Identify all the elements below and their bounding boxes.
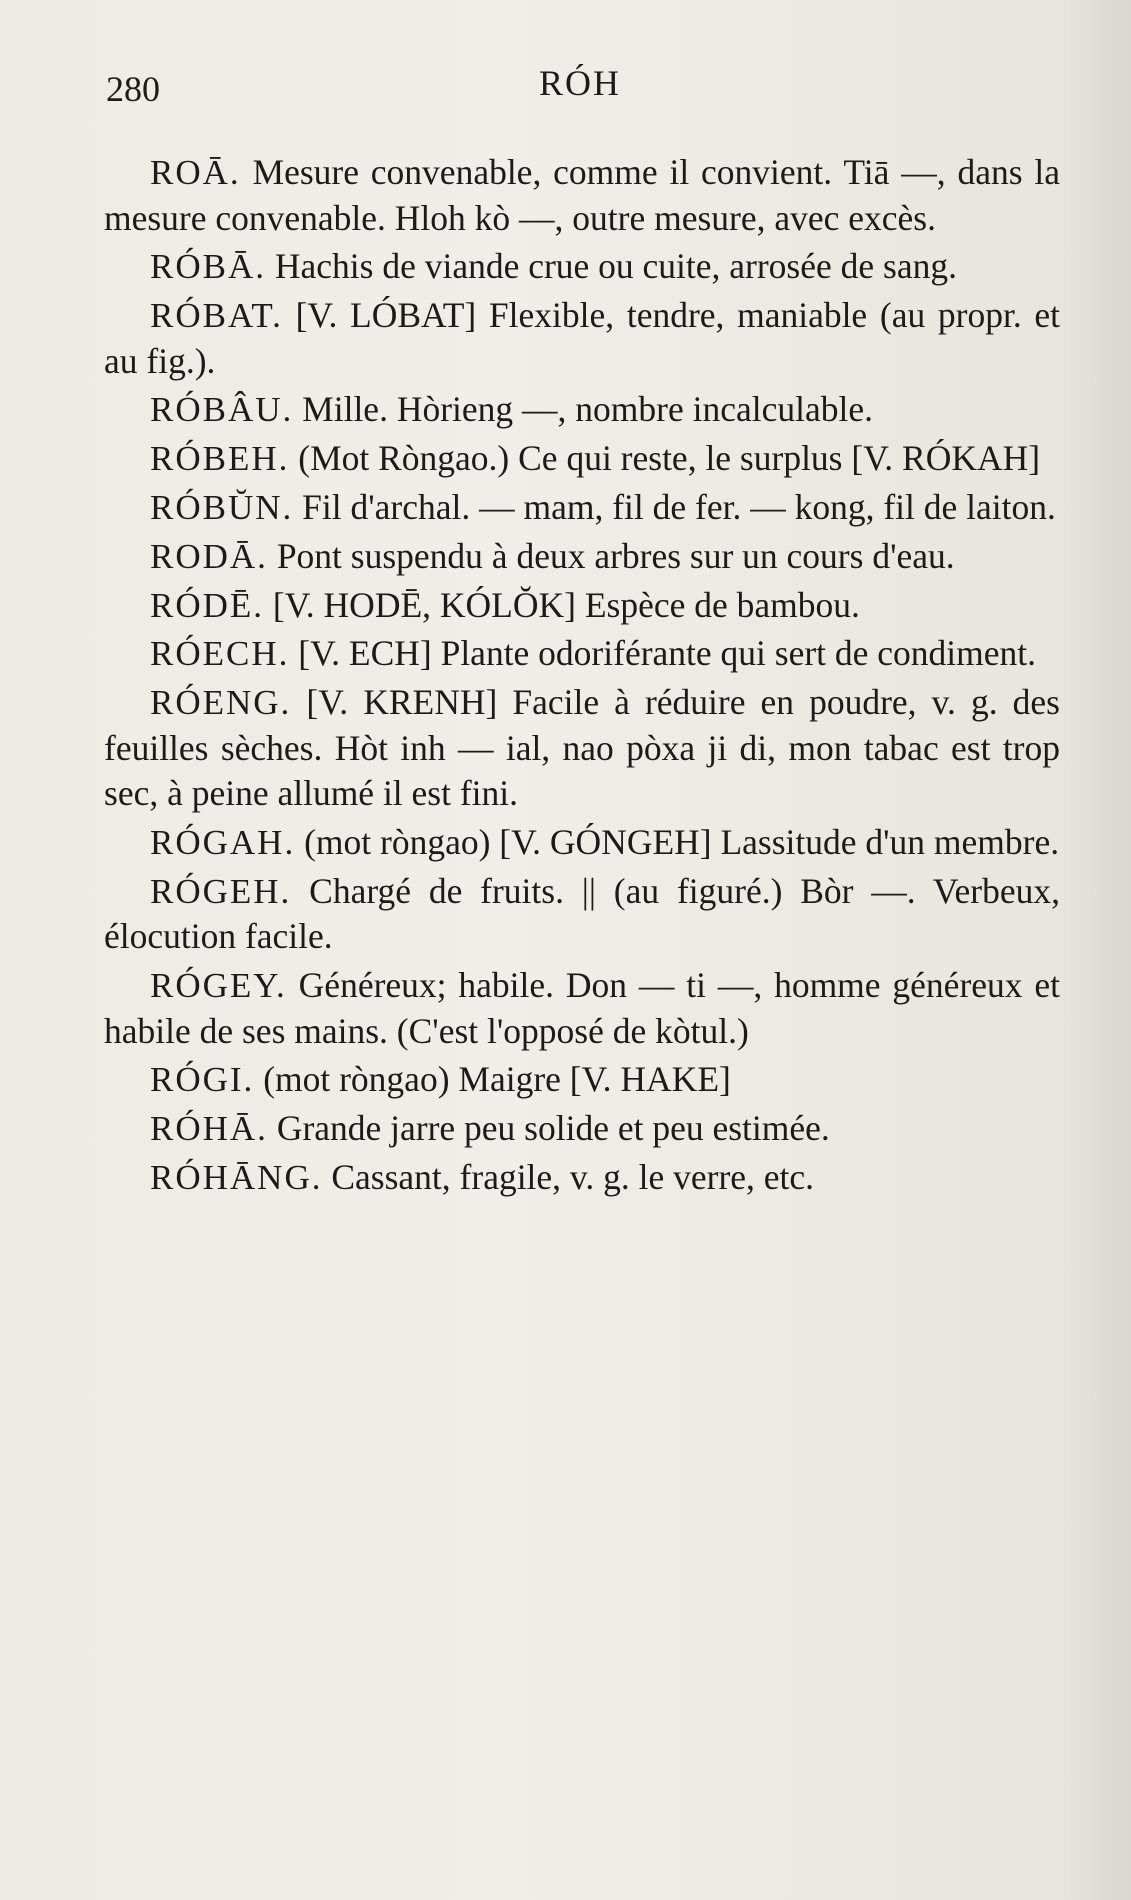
dictionary-entry: [104, 293, 1060, 384]
entry-headword: RÓBÂU.: [150, 390, 294, 430]
entry-definition: Généreux; habile. Don — ti —, homme généreux et habile de ses mains. (C'est l'opposé de kòtul.): [104, 965, 1061, 1051]
entry-headword: RÓGEY.: [150, 966, 287, 1006]
entry-definition: (mot ròngao) Maigre [V. HAKE]: [263, 1059, 731, 1100]
entry-definition: Grande jarre peu solide et peu estimée.: [276, 1108, 830, 1149]
dictionary-entry: [104, 150, 1060, 241]
entry-headword: RÓECH.: [150, 634, 290, 674]
dictionary-entry: [104, 820, 1060, 866]
entry-definition: (mot ròngao) [V. GÓNGEH] Lassitude d'un membre.: [304, 821, 1060, 862]
running-head: RÓH: [538, 63, 621, 103]
dictionary-entry: [104, 583, 1060, 629]
dictionary-entry: [104, 436, 1060, 482]
dictionary-entry: [104, 1057, 1060, 1103]
dictionary-entry: [104, 1155, 1060, 1201]
entry-definition: Chargé de fruits. || (au figuré.) Bòr —. Verbeux, élocution facile.: [104, 870, 1061, 957]
entry-headword: RÓGAH.: [150, 822, 296, 862]
entry-headword: RODĀ.: [150, 536, 268, 576]
entry-headword: RÓGI.: [150, 1060, 255, 1100]
entry-headword: RÓHĀ.: [150, 1109, 268, 1149]
dictionary-entry: [104, 387, 1060, 433]
dictionary-entry: [104, 534, 1060, 580]
entry-definition: [V. ECH] Plante odoriférante qui sert de condiment.: [298, 633, 1037, 674]
dictionary-entries: [104, 150, 1060, 1204]
page-header: [100, 60, 1060, 110]
page-edge-shadow: [1061, 0, 1131, 1900]
dictionary-entry: [104, 869, 1060, 960]
entry-definition: [V. HODĒ, KÓLŎK] Espèce de bambou.: [272, 584, 860, 625]
entry-headword: RÓDĒ.: [150, 585, 265, 625]
entry-definition: Mesure convenable, comme il convient. Tiā —, dans la mesure convenable. Hloh kò —, outre mesure, avec excès.: [104, 152, 1060, 238]
entry-headword: RÓBAT.: [150, 296, 283, 336]
entry-definition: Mille. Hòrieng —, nombre incalculable.: [302, 389, 873, 430]
entry-headword: RÓBŬN.: [150, 487, 294, 527]
entry-headword: ROĀ.: [150, 153, 241, 192]
dictionary-entry: [104, 631, 1060, 677]
entry-headword: RÓENG.: [150, 683, 292, 723]
entry-definition: Hachis de viande crue ou cuite, arrosée de sang.: [274, 246, 957, 287]
entry-headword: RÓGEH.: [150, 871, 292, 911]
dictionary-entry: [104, 963, 1060, 1054]
entry-definition: Pont suspendu à deux arbres sur un cours d'eau.: [276, 535, 955, 576]
entry-definition: [V. LÓBAT] Flexible, tendre, maniable (au propr. et au fig.).: [104, 295, 1060, 381]
entry-definition: (Mot Ròngao.) Ce qui reste, le surplus [V. RÓKAH]: [298, 438, 1041, 479]
dictionary-entry: [104, 1106, 1060, 1152]
entry-definition: Cassant, fragile, v. g. le verre, etc.: [331, 1156, 815, 1197]
entry-definition: [V. KRENH] Facile à réduire en poudre, v. g. des feuilles sèches. Hòt inh — ial, nao pòxa ji di, mon tabac est trop sec, à peine allumé il est fini.: [104, 682, 1060, 814]
entry-headword: RÓBEH.: [150, 439, 290, 479]
dictionary-entry: [104, 244, 1060, 290]
entry-headword: RÓHĀNG.: [150, 1157, 323, 1197]
dictionary-entry: [104, 485, 1060, 531]
page-number: 280: [106, 69, 160, 109]
entry-headword: RÓBĀ.: [150, 247, 266, 287]
dictionary-entry: [104, 680, 1060, 817]
entry-definition: Fil d'archal. — mam, fil de fer. — kong, fil de laiton.: [302, 486, 1056, 527]
